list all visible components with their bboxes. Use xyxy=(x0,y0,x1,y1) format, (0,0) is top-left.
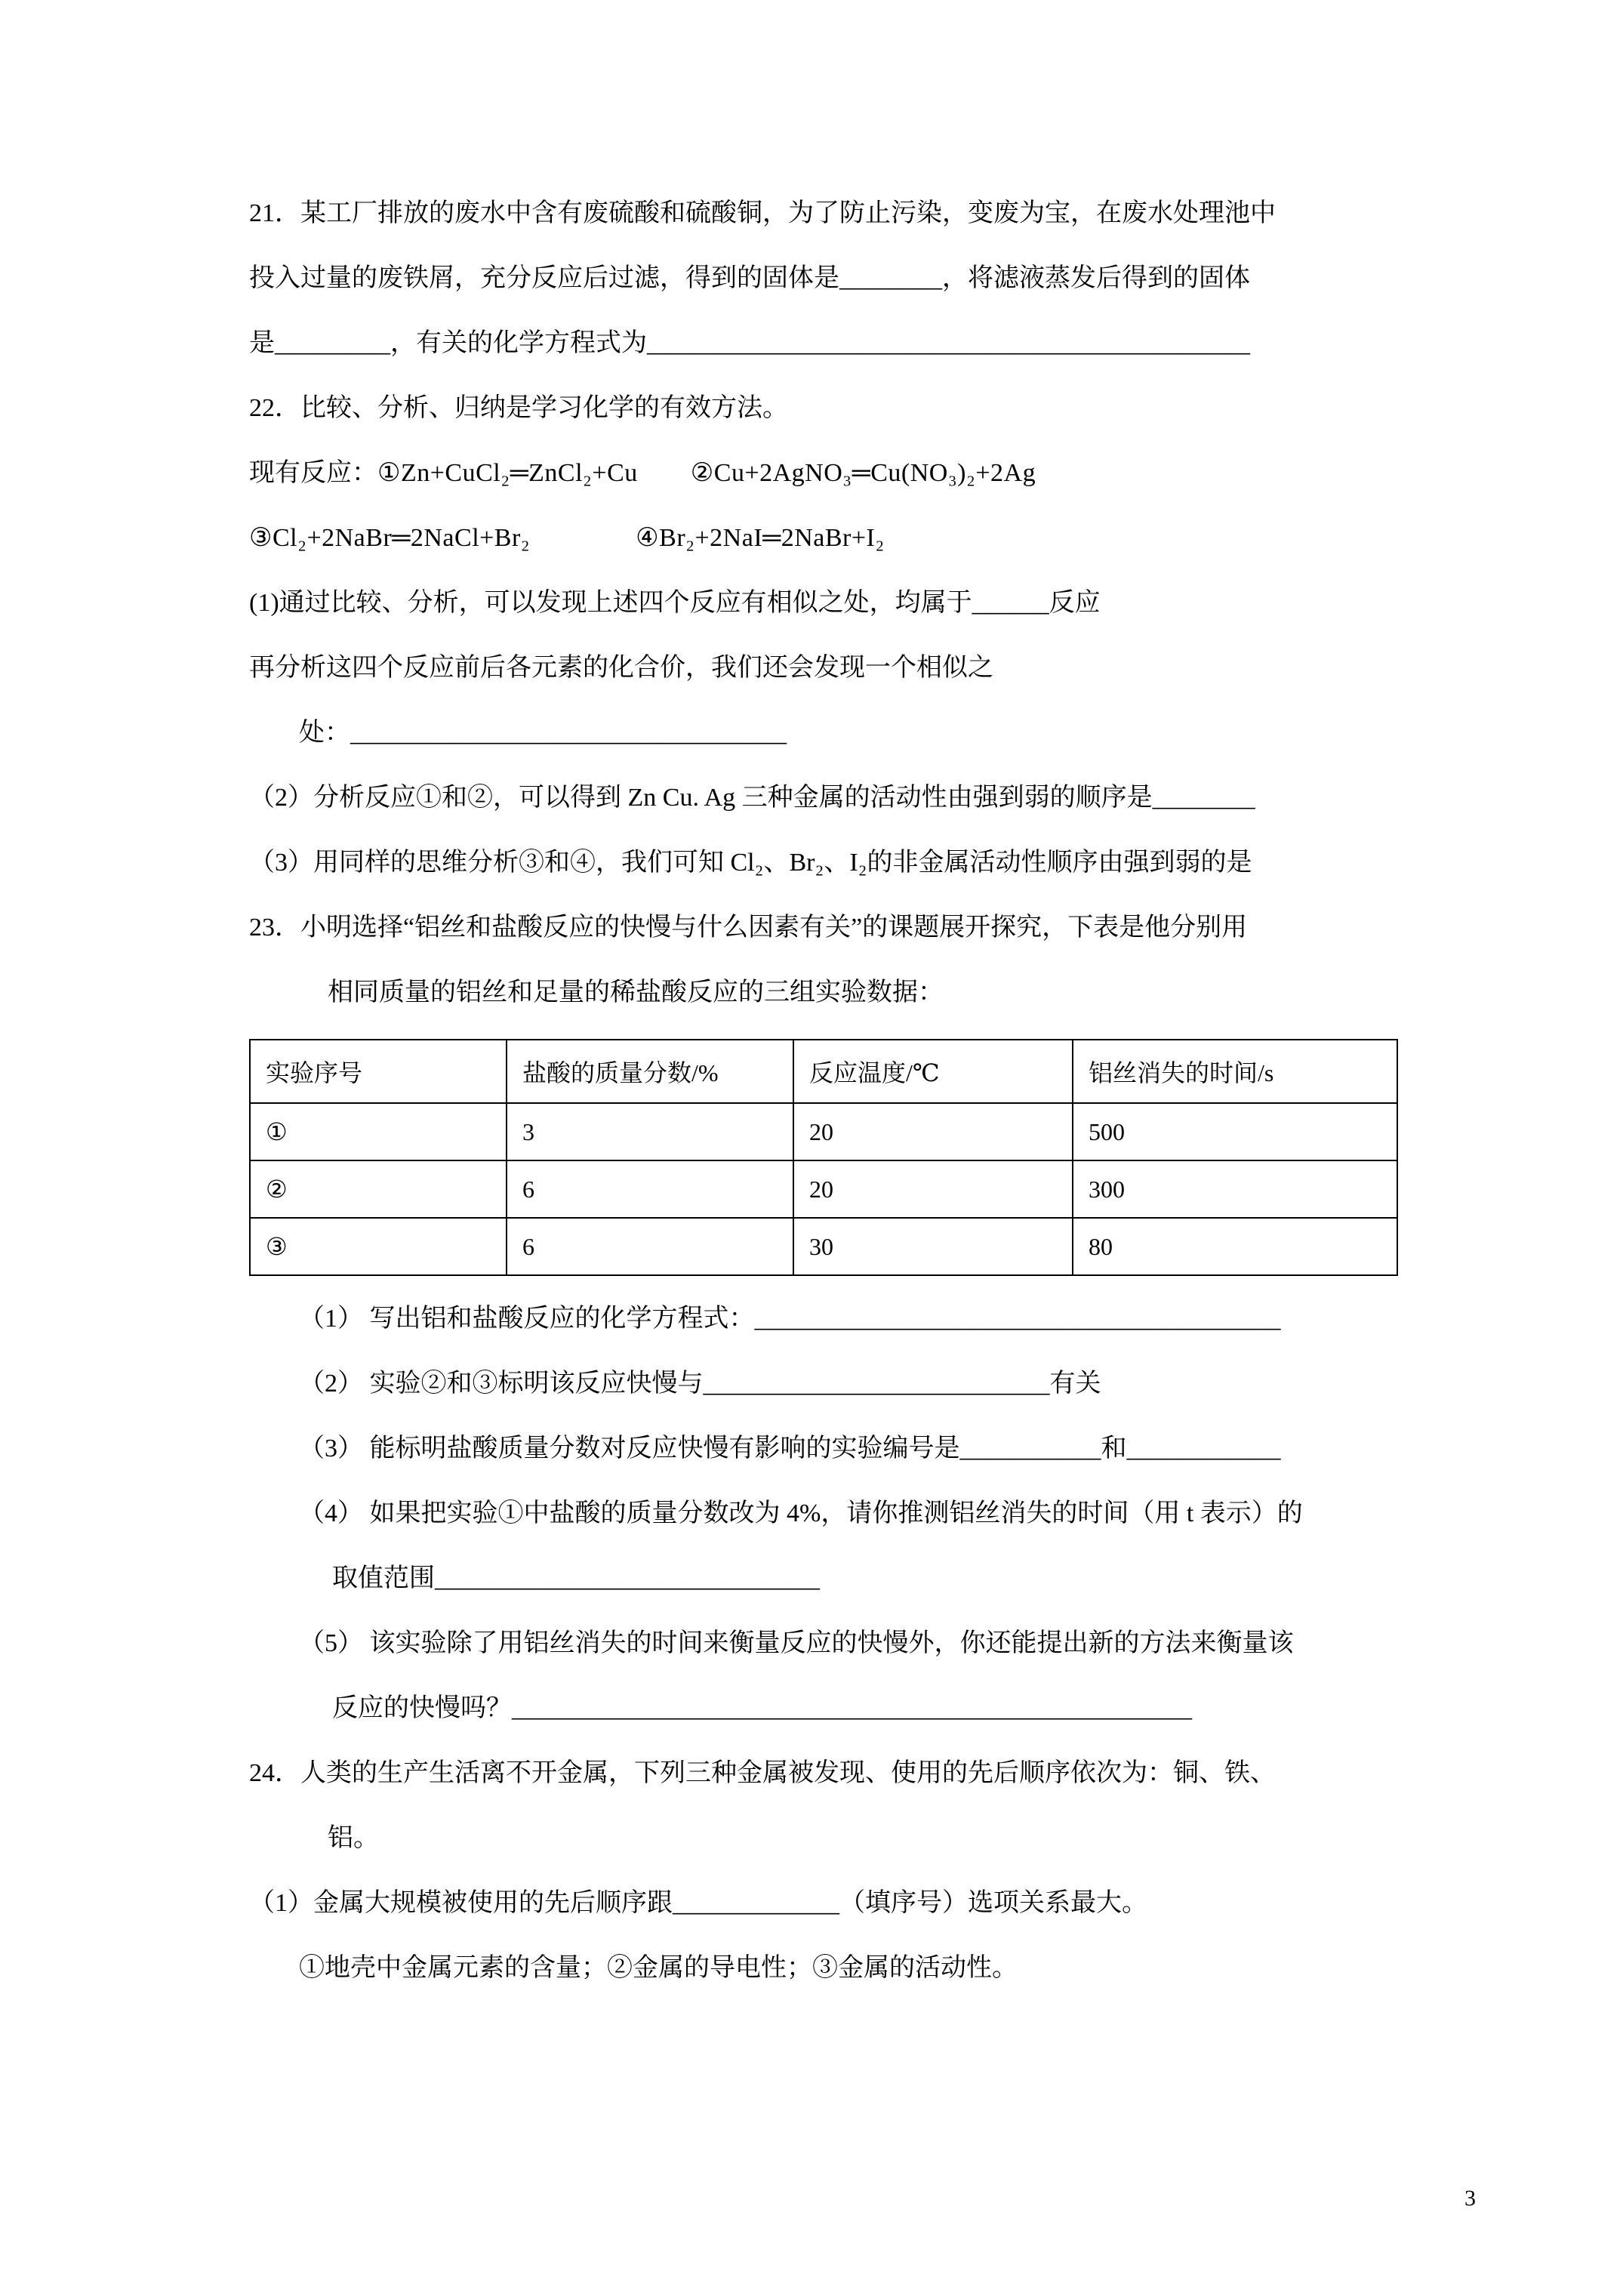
q23-part-4: （4） 如果把实验①中盐酸的质量分数改为 4%，请你推测铝丝消失的时间（用 t 表示）的 xyxy=(299,1499,1303,1527)
q21-line-2: 投入过量的废铁屑，充分反应后过滤，得到的固体是________，将滤液蒸发后得到的固体 xyxy=(249,264,1250,292)
q22-reaction-1: ①Zn+CuCl₂═ZnCl₂+Cu xyxy=(377,459,638,487)
question-22 xyxy=(249,376,1472,895)
table-row xyxy=(250,1218,1397,1275)
table-row xyxy=(250,1103,1397,1160)
q23-part-1: （1） 写出铝和盐酸反应的化学方程式：_________________________________________ xyxy=(299,1305,1281,1333)
q22-reactions-row-1 xyxy=(249,441,1472,506)
q22-reactions-label: 现有反应： xyxy=(249,459,377,487)
experiment-data-table xyxy=(249,1039,1398,1276)
q22-part-3: （3）用同样的思维分析③和④，我们可知 Cl₂、Br₂、I₂的非金属活动性顺序由强到弱的是 xyxy=(249,849,1252,877)
table-header-cell: 铝丝消失的时间/s xyxy=(1073,1040,1397,1103)
q22-part-1-blank: 处：__________________________________ xyxy=(299,719,787,747)
q22-intro: 22．比较、分析、归纳是学习化学的有效方法。 xyxy=(249,394,788,422)
table-cell: 80 xyxy=(1073,1218,1397,1275)
table-header-row xyxy=(250,1040,1397,1103)
q22-reactions-row-2 xyxy=(249,506,1472,571)
q23-part-5-cont: 反应的快慢吗？_____________________________________________________ xyxy=(332,1694,1192,1722)
q22-part-1: (1)通过比较、分析，可以发现上述四个反应有相似之处，均属于______反应 xyxy=(249,589,1101,617)
q22-reaction-3: ③Cl₂+2NaBr═2NaCl+Br₂ xyxy=(249,524,531,552)
q22-reaction-4: ④Br₂+2NaI═2NaBr+I₂ xyxy=(636,524,885,552)
table-cell: 6 xyxy=(507,1218,793,1275)
table-cell: 500 xyxy=(1073,1103,1397,1160)
q21-line-3: 是_________，有关的化学方程式为_______________________________________________ xyxy=(249,329,1250,357)
q21-line-1: 21．某工厂排放的废水中含有废硫酸和硫酸铜，为了防止污染，变废为宝，在废水处理池中 xyxy=(249,199,1276,227)
question-23 xyxy=(249,895,1472,1741)
table-cell: 20 xyxy=(793,1103,1073,1160)
table-header-cell: 盐酸的质量分数/% xyxy=(507,1040,793,1103)
q24-options: ①地壳中金属元素的含量；②金属的导电性；③金属的活动性。 xyxy=(299,1954,1018,1982)
table-cell: 20 xyxy=(793,1160,1073,1218)
q23-part-5: （5） 该实验除了用铝丝消失的时间来衡量反应的快慢外，你还能提出新的方法来衡量该 xyxy=(299,1629,1294,1657)
table-header-cell: 实验序号 xyxy=(250,1040,507,1103)
q23-line-2: 相同质量的铝丝和足量的稀盐酸反应的三组实验数据： xyxy=(328,978,944,1006)
q23-line-1: 23．小明选择“铝丝和盐酸反应的快慢与什么因素有关”的课题展开探究，下表是他分别用 xyxy=(249,914,1248,942)
q24-part-1: （1）金属大规模被使用的先后顺序跟_____________（填序号）选项关系最大。 xyxy=(249,1889,1147,1917)
question-21 xyxy=(249,181,1472,376)
table-row xyxy=(250,1160,1397,1218)
q24-line-2: 铝。 xyxy=(328,1824,379,1852)
page-number: 3 xyxy=(1464,2186,1476,2211)
table-cell: 6 xyxy=(507,1160,793,1218)
q23-part-3: （3） 能标明盐酸质量分数对反应快慢有影响的实验编号是___________和____________ xyxy=(299,1435,1281,1462)
table-cell: 300 xyxy=(1073,1160,1397,1218)
q23-part-2: （2） 实验②和③标明该反应快慢与___________________________有关 xyxy=(299,1370,1101,1398)
question-24 xyxy=(249,1741,1472,2001)
q23-part-4-cont: 取值范围______________________________ xyxy=(332,1564,820,1592)
table-header-cell: 反应温度/℃ xyxy=(793,1040,1073,1103)
table-cell: 30 xyxy=(793,1218,1073,1275)
q24-line-1: 24．人类的生产生活离不开金属，下列三种金属被发现、使用的先后顺序依次为：铜、铁、 xyxy=(249,1759,1276,1787)
table-cell: ① xyxy=(250,1103,507,1160)
table-cell: ③ xyxy=(250,1218,507,1275)
table-cell: 3 xyxy=(507,1103,793,1160)
q22-part-2: （2）分析反应①和②，可以得到 Zn Cu. Ag 三种金属的活动性由强到弱的顺序是________ xyxy=(249,784,1255,812)
q22-part-1-cont: 再分析这四个反应前后各元素的化合价，我们还会发现一个相似之 xyxy=(249,654,993,682)
table-cell: ② xyxy=(250,1160,507,1218)
q22-reaction-2: ②Cu+2AgNO₃═Cu(NO₃)₂+2Ag xyxy=(690,459,1036,487)
